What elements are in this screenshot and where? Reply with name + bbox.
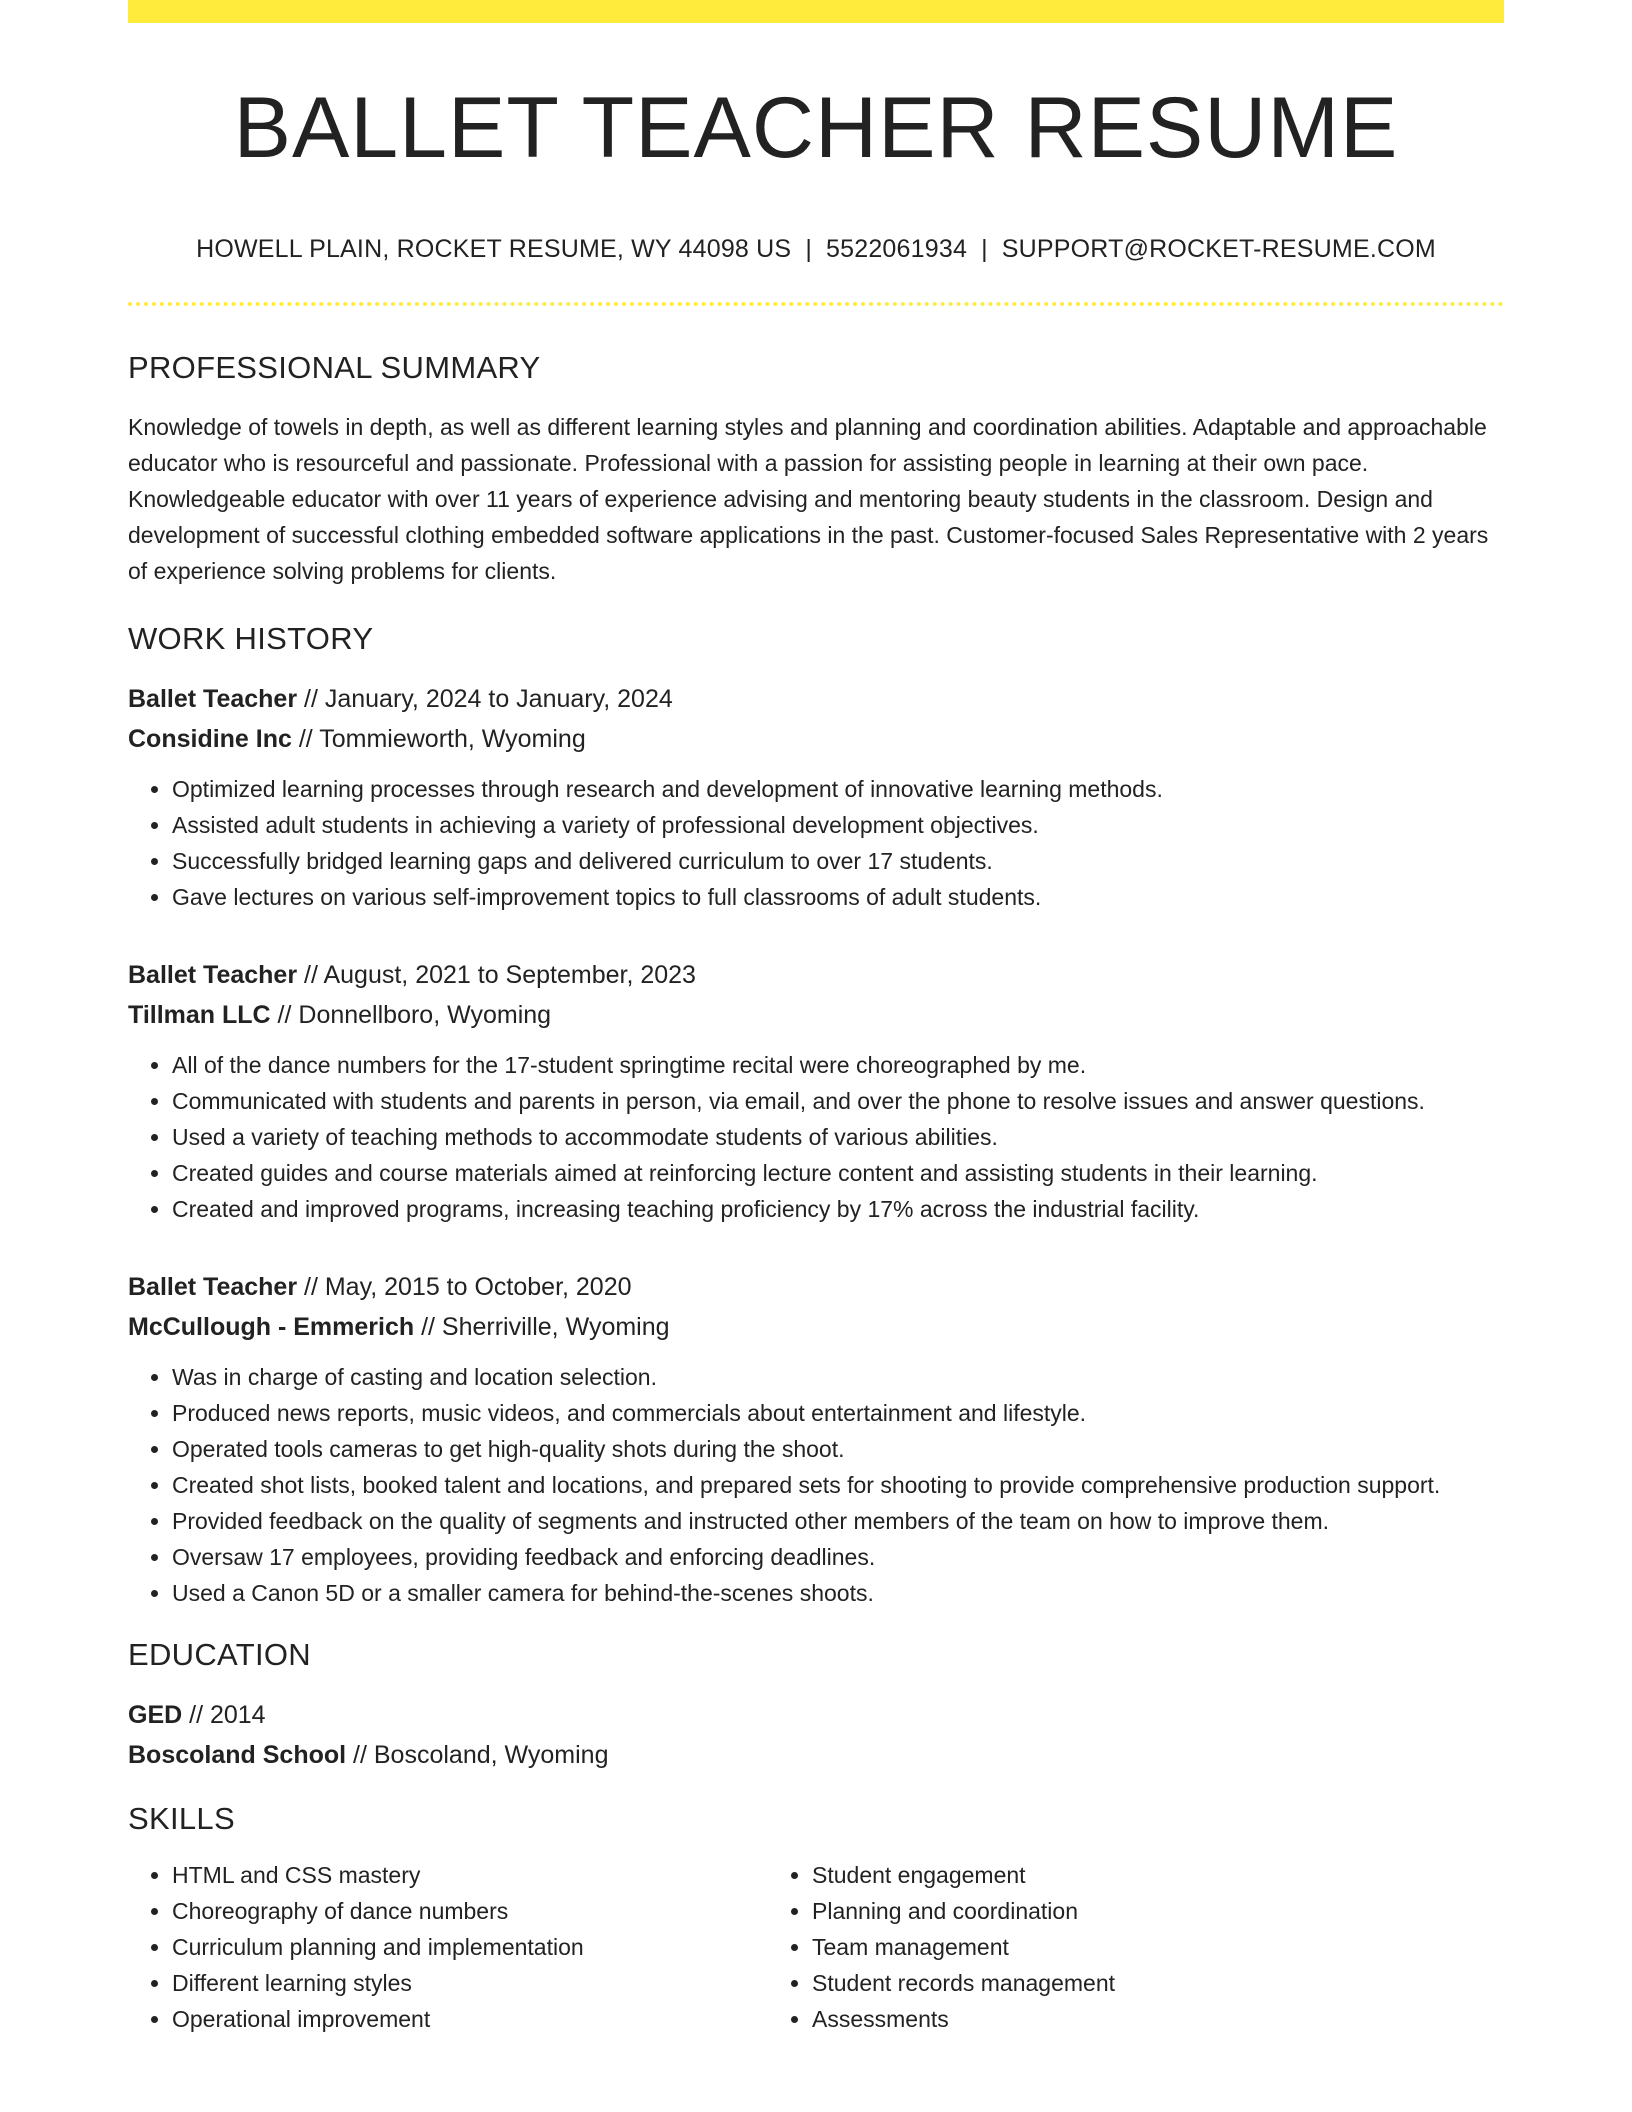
skill-item: • HTML and CSS mastery — [172, 1857, 762, 1893]
skills-heading: SKILLS — [128, 1801, 235, 1836]
job-bullet: • Successfully bridged learning gaps and delivered curriculum to over 17 students. — [172, 843, 1504, 879]
job-bullets — [128, 1047, 1504, 1227]
contact-email: SUPPORT@ROCKET-RESUME.COM — [1001, 235, 1436, 263]
education-year: // 2014 — [182, 1701, 266, 1729]
contact-phone: 5522061934 — [826, 235, 968, 263]
job-bullet: • Used a Canon 5D or a smaller camera for behind-the-scenes shoots. — [172, 1575, 1504, 1611]
job-company: Considine Inc — [128, 725, 292, 753]
job-bullet: • Optimized learning processes through research and development of innovative learning methods. — [172, 771, 1504, 807]
education-degree: GED — [128, 1701, 183, 1729]
skill-item: • Different learning styles — [172, 1965, 762, 2001]
job-entry — [128, 955, 1504, 1227]
job-bullet: • Created shot lists, booked talent and locations, and prepared sets for shooting to provide comprehensive production support. — [172, 1467, 1504, 1503]
job-location: // Donnellboro, Wyoming — [270, 1001, 552, 1029]
skill-item: • Choreography of dance numbers — [172, 1893, 762, 1929]
dotted-divider — [128, 302, 1504, 306]
skills-list-right — [762, 1857, 1396, 2037]
job-dates: // May, 2015 to October, 2020 — [297, 1273, 632, 1301]
skill-item: • Curriculum planning and implementation — [172, 1929, 762, 1965]
job-bullet: • Provided feedback on the quality of segments and instructed other members of the team on how to improve them. — [172, 1503, 1504, 1539]
education-location: // Boscoland, Wyoming — [346, 1741, 609, 1769]
job-bullets — [128, 771, 1504, 915]
contact-separator: | — [981, 235, 988, 263]
education-heading: EDUCATION — [128, 1637, 311, 1672]
education-degree-line — [128, 1695, 1504, 1735]
resume-page — [128, 0, 1504, 2037]
job-location: // Sherriville, Wyoming — [414, 1313, 670, 1341]
job-bullets — [128, 1359, 1504, 1611]
skills-columns — [128, 1857, 1504, 2037]
job-bullet: • Used a variety of teaching methods to accommodate students of various abilities. — [172, 1119, 1504, 1155]
job-dates: // January, 2024 to January, 2024 — [297, 685, 673, 713]
skill-item: • Student records management — [812, 1965, 1396, 2001]
job-bullet: • Created and improved programs, increasing teaching proficiency by 17% across the industrial facility. — [172, 1191, 1504, 1227]
job-dates: // August, 2021 to September, 2023 — [297, 961, 696, 989]
job-bullet: • Created guides and course materials aimed at reinforcing lecture content and assisting students in their learning. — [172, 1155, 1504, 1191]
accent-top-bar — [128, 0, 1504, 23]
job-company-line — [128, 719, 1504, 759]
job-role: Ballet Teacher — [128, 961, 298, 989]
job-role: Ballet Teacher — [128, 1273, 298, 1301]
education-school-line — [128, 1735, 1504, 1775]
job-company: Tillman LLC — [128, 1001, 271, 1029]
job-bullet: • Communicated with students and parents in person, via email, and over the phone to resolve issues and answer questions. — [172, 1083, 1504, 1119]
job-company: McCullough - Emmerich — [128, 1313, 415, 1341]
job-location: // Tommieworth, Wyoming — [291, 725, 586, 753]
job-bullet: • Oversaw 17 employees, providing feedback and enforcing deadlines. — [172, 1539, 1504, 1575]
resume-title: BALLET TEACHER RESUME — [233, 80, 1399, 176]
job-entry — [128, 679, 1504, 915]
job-bullet: • Produced news reports, music videos, and commercials about entertainment and lifestyle. — [172, 1395, 1504, 1431]
job-entry — [128, 1267, 1504, 1611]
job-role-line — [128, 1267, 1504, 1307]
education-entry — [128, 1695, 1504, 1775]
skill-item: • Operational improvement — [172, 2001, 762, 2037]
skill-item: • Planning and coordination — [812, 1893, 1396, 1929]
contact-line — [128, 235, 1504, 264]
summary-heading: PROFESSIONAL SUMMARY — [128, 350, 541, 385]
education-school: Boscoland School — [128, 1741, 347, 1769]
summary-text: Knowledge of towels in depth, as well as different learning styles and planning and coordination abilities. Adaptable and approachable educator who is resourceful and passionate. Professional with a passion for assisting people in learning at their own pace. Knowledgeable educator with over 11 years of experience advising and mentoring beauty students in the classroom. Design and development of successful clothing embedded software applications in the past. Customer-focused Sales Representative with 2 years of experience solving problems for clients. — [128, 414, 1489, 584]
job-bullet: • Operated tools cameras to get high-quality shots during the shoot. — [172, 1431, 1504, 1467]
job-bullet: • Was in charge of casting and location selection. — [172, 1359, 1504, 1395]
job-company-line — [128, 1307, 1504, 1347]
contact-separator: | — [805, 235, 813, 263]
skill-item: • Student engagement — [812, 1857, 1396, 1893]
job-company-line — [128, 995, 1504, 1035]
job-bullet: • Assisted adult students in achieving a variety of professional development objectives. — [172, 807, 1504, 843]
job-bullet: • Gave lectures on various self-improvement topics to full classrooms of adult students. — [172, 879, 1504, 915]
work-history-heading: WORK HISTORY — [128, 621, 374, 656]
skill-item: • Assessments — [812, 2001, 1396, 2037]
contact-address: HOWELL PLAIN, ROCKET RESUME, WY 44098 US — [196, 235, 792, 263]
job-role: Ballet Teacher — [128, 685, 298, 713]
job-role-line — [128, 955, 1504, 995]
job-bullet: • All of the dance numbers for the 17-student springtime recital were choreographed by me. — [172, 1047, 1504, 1083]
job-role-line — [128, 679, 1504, 719]
skill-item: • Team management — [812, 1929, 1396, 1965]
skills-list-left — [128, 1857, 762, 2037]
